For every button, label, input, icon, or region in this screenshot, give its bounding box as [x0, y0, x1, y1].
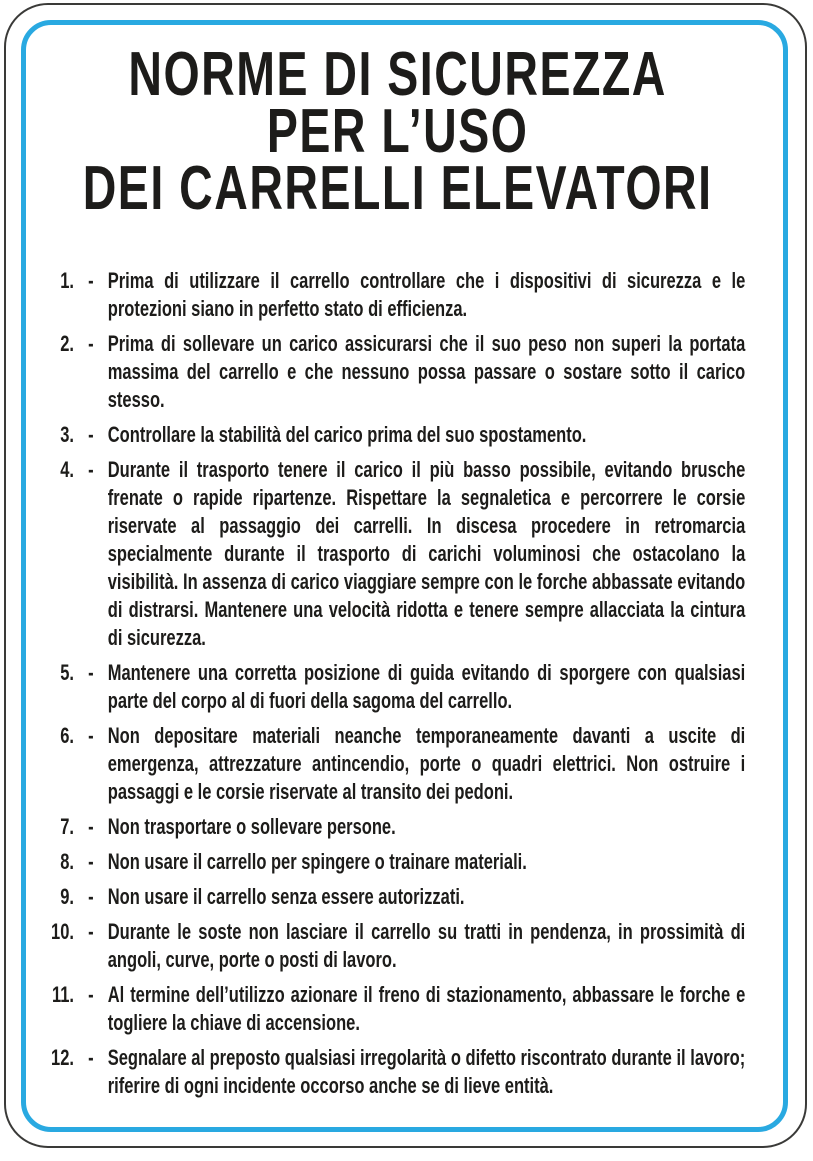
sign-content — [50, 40, 746, 1107]
rule-number: 12. — [51, 1045, 74, 1070]
rule-item — [50, 918, 745, 974]
rule-dash: - — [88, 1045, 94, 1070]
rule-dash: - — [88, 919, 94, 944]
rule-text: Segnalare al preposto qualsiasi irregolarità o difetto riscontrato durante il lavoro; riferire di ogni incidente occorso anche se di lieve entità. — [107, 1045, 746, 1098]
rule-item — [50, 848, 745, 876]
rule-number: 3. — [60, 422, 74, 447]
sign-title-line-1: NORME DI SICUREZZA — [128, 40, 667, 109]
rule-dash: - — [88, 884, 94, 909]
sign-title — [50, 40, 745, 223]
rule-dash: - — [88, 660, 94, 685]
sign-title-line-2: PER L’USO — [266, 97, 529, 166]
rule-text: Non usare il carrello senza essere autorizzati. — [107, 884, 465, 909]
rule-dash: - — [88, 982, 94, 1007]
rule-dash: - — [88, 457, 94, 482]
rule-item — [50, 883, 745, 911]
rule-text: Al termine dell’utilizzo azionare il freno di stazionamento, abbassare le forche e togliere la chiave di accensione. — [107, 982, 746, 1035]
rules-list — [50, 267, 745, 1100]
rule-text: Controllare la stabilità del carico prima del suo spostamento. — [107, 422, 587, 447]
rule-item — [50, 330, 745, 414]
rule-dash: - — [88, 849, 94, 874]
rule-dash: - — [88, 422, 94, 447]
rule-number: 1. — [60, 268, 74, 293]
rule-text: Prima di sollevare un carico assicurarsi che il suo peso non superi la portata massima del carrello e che nessuno possa passare o sostare sotto il carico stesso. — [107, 331, 746, 412]
rule-number: 2. — [60, 331, 74, 356]
rule-item — [50, 813, 745, 841]
rule-number: 11. — [51, 982, 74, 1007]
rule-number: 9. — [60, 884, 74, 909]
rule-dash: - — [88, 268, 94, 293]
sign-title-line-3: DEI CARRELLI ELEVATORI — [82, 154, 713, 223]
rule-number: 5. — [60, 660, 74, 685]
rule-item — [50, 421, 745, 449]
rule-text: Mantenere una corretta posizione di guida evitando di sporgere con qualsiasi parte del corpo al di fuori della sagoma del carrello. — [107, 660, 746, 713]
rule-dash: - — [88, 331, 94, 356]
rule-item — [50, 981, 745, 1037]
rule-item — [50, 267, 745, 323]
rule-number: 8. — [60, 849, 74, 874]
rule-text: Durante il trasporto tenere il carico il più basso possibile, evitando brusche frenate o rapide ripartenze. Rispettare la segnaletica e percorrere le corsie riservate al passaggio dei carrelli. In discesa procedere in retromarcia specialmente durante il trasporto di carichi voluminosi che ostacolano la visibilità. In assenza di carico viaggiare sempre con le forche abbassate evitando di distrarsi. Mantenere una velocità ridotta e tenere sempre allacciata la cintura di sicurezza. — [107, 457, 746, 650]
rule-item — [50, 1044, 745, 1100]
rule-number: 10. — [51, 919, 74, 944]
rule-dash: - — [88, 814, 94, 839]
rule-number: 6. — [60, 723, 74, 748]
rule-text: Non usare il carrello per spingere o trainare materiali. — [107, 849, 527, 874]
rule-text: Prima di utilizzare il carrello controllare che i dispositivi di sicurezza e le protezioni siano in perfetto stato di efficienza. — [107, 268, 746, 321]
rule-text: Non trasportare o sollevare persone. — [107, 814, 396, 839]
rule-item — [50, 659, 745, 715]
rule-dash: - — [88, 723, 94, 748]
rule-item — [50, 722, 745, 806]
rule-number: 7. — [60, 814, 74, 839]
rule-item — [50, 456, 745, 652]
rule-text: Non depositare materiali neanche temporaneamente davanti a uscite di emergenza, attrezzature antincendio, porte o quadri elettrici. Non ostruire i passaggi e le corsie riservate al transito dei pedoni. — [107, 723, 746, 804]
rule-text: Durante le soste non lasciare il carrello su tratti in pendenza, in prossimità di angoli, curve, porte o posti di lavoro. — [107, 919, 746, 972]
rule-number: 4. — [60, 457, 74, 482]
